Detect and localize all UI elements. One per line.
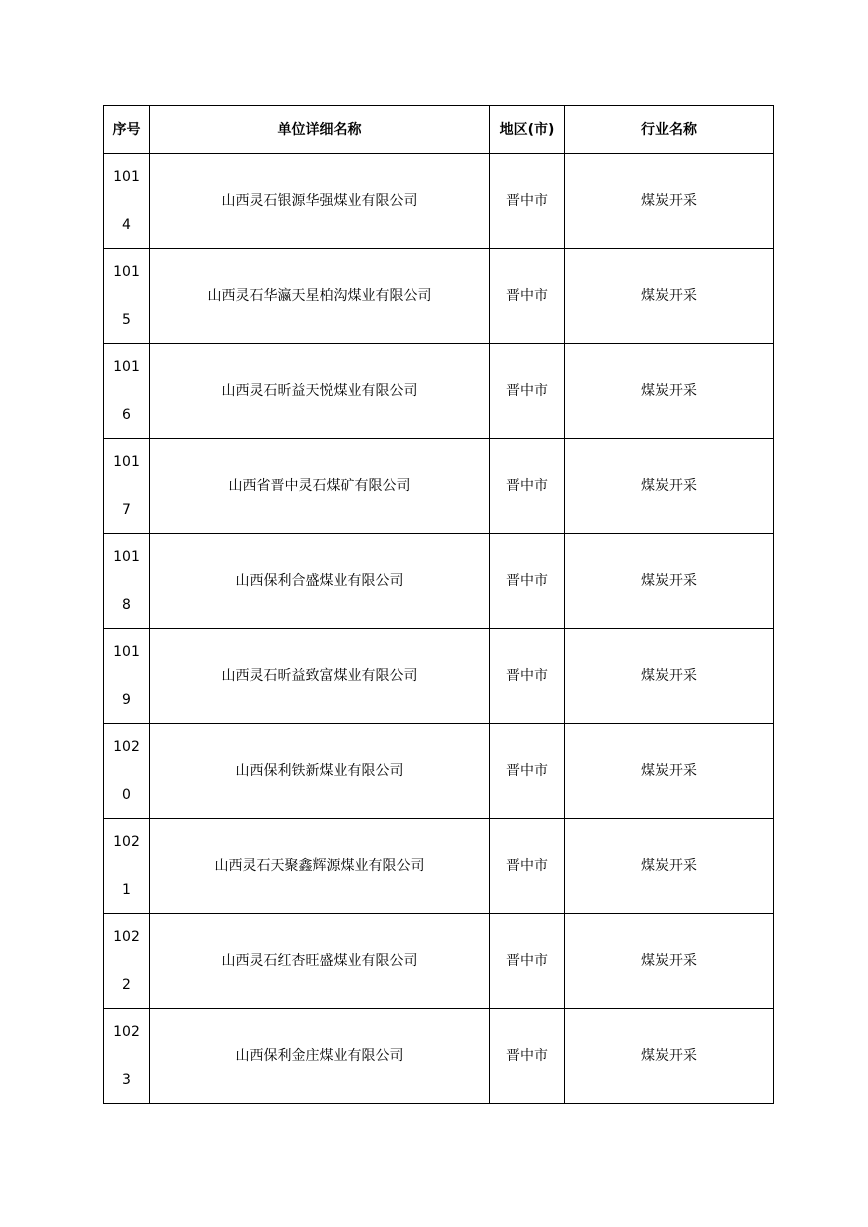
region-cell: 晋中市 [490,249,565,344]
serial-number-line2: 4 [122,217,131,233]
serial-number-line1: 101 [113,644,140,660]
serial-number-line1: 102 [113,834,140,850]
serial-number-cell [104,154,150,249]
table-header-row [104,106,774,154]
region-cell: 晋中市 [490,819,565,914]
serial-number-line2: 9 [122,692,131,708]
region-cell: 晋中市 [490,534,565,629]
table-row [104,154,774,249]
region-cell: 晋中市 [490,344,565,439]
industry-cell: 煤炭开采 [565,1009,774,1104]
company-table [103,105,774,1104]
industry-cell: 煤炭开采 [565,154,774,249]
header-region: 地区(市) [490,106,565,154]
industry-cell: 煤炭开采 [565,534,774,629]
serial-number-line2: 6 [122,407,131,423]
industry-cell: 煤炭开采 [565,249,774,344]
serial-number-cell [104,439,150,534]
table-row [104,344,774,439]
serial-number-line1: 101 [113,549,140,565]
serial-number-line1: 102 [113,929,140,945]
table-row [104,724,774,819]
region-cell: 晋中市 [490,629,565,724]
serial-number-line1: 101 [113,169,140,185]
serial-number-line1: 102 [113,1024,140,1040]
header-serial-number: 序号 [104,106,150,154]
table-row [104,534,774,629]
region-cell: 晋中市 [490,154,565,249]
serial-number-line2: 3 [122,1072,131,1088]
company-name-cell: 山西灵石天聚鑫辉源煤业有限公司 [150,819,490,914]
industry-cell: 煤炭开采 [565,819,774,914]
company-name-cell: 山西灵石昕益天悦煤业有限公司 [150,344,490,439]
serial-number-line2: 7 [122,502,131,518]
table-row [104,629,774,724]
serial-number-cell [104,534,150,629]
serial-number-line1: 101 [113,264,140,280]
serial-number-cell [104,914,150,1009]
industry-cell: 煤炭开采 [565,439,774,534]
header-company-name: 单位详细名称 [150,106,490,154]
company-name-cell: 山西省晋中灵石煤矿有限公司 [150,439,490,534]
serial-number-line2: 8 [122,597,131,613]
serial-number-cell [104,344,150,439]
table-row [104,1009,774,1104]
table-row [104,439,774,534]
industry-cell: 煤炭开采 [565,724,774,819]
region-cell: 晋中市 [490,439,565,534]
region-cell: 晋中市 [490,914,565,1009]
company-name-cell: 山西保利金庄煤业有限公司 [150,1009,490,1104]
serial-number-line2: 1 [122,882,131,898]
serial-number-line2: 0 [122,787,131,803]
header-industry: 行业名称 [565,106,774,154]
company-name-cell: 山西灵石华瀛天星柏沟煤业有限公司 [150,249,490,344]
serial-number-line1: 102 [113,739,140,755]
table-row [104,914,774,1009]
industry-cell: 煤炭开采 [565,344,774,439]
serial-number-line1: 101 [113,454,140,470]
company-name-cell: 山西保利合盛煤业有限公司 [150,534,490,629]
region-cell: 晋中市 [490,724,565,819]
serial-number-cell [104,1009,150,1104]
company-name-cell: 山西灵石红杏旺盛煤业有限公司 [150,914,490,1009]
serial-number-cell [104,724,150,819]
industry-cell: 煤炭开采 [565,629,774,724]
region-cell: 晋中市 [490,1009,565,1104]
serial-number-cell [104,629,150,724]
company-name-cell: 山西灵石银源华强煤业有限公司 [150,154,490,249]
company-name-cell: 山西灵石昕益致富煤业有限公司 [150,629,490,724]
serial-number-line2: 2 [122,977,131,993]
serial-number-line1: 101 [113,359,140,375]
serial-number-cell [104,819,150,914]
serial-number-line2: 5 [122,312,131,328]
table-row [104,249,774,344]
serial-number-cell [104,249,150,344]
table-row [104,819,774,914]
company-name-cell: 山西保利铁新煤业有限公司 [150,724,490,819]
industry-cell: 煤炭开采 [565,914,774,1009]
